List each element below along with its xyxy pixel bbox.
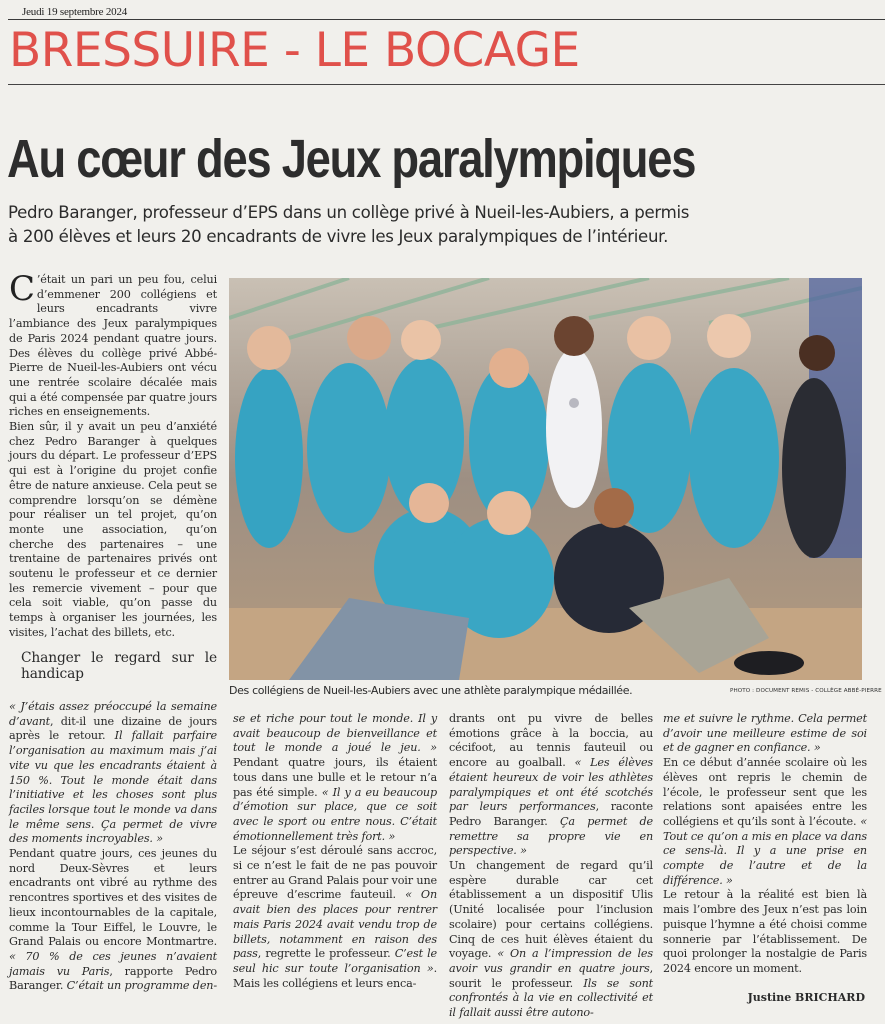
quote-text: « On avait bien des places pour rentrer mais Paris 2024 avait vendu trop de billets, notamment en raison des pass xyxy=(233,888,437,961)
body-paragraph xyxy=(9,847,217,994)
drop-cap: C xyxy=(9,269,35,309)
body-text: . Mais les collégiens et leurs enca- xyxy=(233,961,437,990)
quote-text: C’est le seul hic sur toute l’organisation » xyxy=(233,947,438,975)
quote-text: « On a l’impression de les avoir vus grandir en quatre jours xyxy=(449,947,653,975)
body-text: Pendant quatre jours, ils étaient tous dans une bulle et le retour n’a pas été simple. xyxy=(233,756,437,799)
body-paragraph xyxy=(449,712,653,859)
header-rule-bottom xyxy=(8,84,885,85)
section-title: BRESSUIRE - LE BOCAGE xyxy=(9,23,580,78)
body-text: drants ont pu vivre de belles émotions grâce à la boccia, au cécifoot, au tennis fauteuil ou encore au goalball. xyxy=(449,712,653,770)
quote-text: « 70 % de ces jeunes n’avaient jamais vu Paris xyxy=(9,949,217,978)
intro-paragraph xyxy=(9,269,217,420)
body-text: Pendant quatre jours, ces jeunes du nord Deux-Sèvres et leurs encadrants ont vibré au rythme des rencontres sportives et des visites de lieux incontournables de la capitale, comme la Tour Eiffel, le Louvre, le Grand Palais ou encore Montmartre. xyxy=(9,847,217,949)
article-author: Justine BRICHARD xyxy=(747,991,865,1004)
quote-text: Il fallait parfaire l’organisation au maximum mais j’ai vite vu que les encadrants étaient à 150 %. Tout le monde était dans l’initiative et les choses sont plus faciles lorsque tout le monde va dans le même sens. Ça permet de vivre des moments incroyables. » xyxy=(9,729,217,846)
body-text: Le séjour s’est déroulé sans accroc, si ce n’est le fait de ne pas pouvoir entrer au Grand Palais pour voir une épreuve d’escrime fauteuil. xyxy=(233,844,437,902)
quote-text: « Les élèves étaient heureux de voir les athlètes paralympiques et ont été scotchés par leurs performances xyxy=(449,756,654,814)
body-paragraph xyxy=(663,888,867,976)
publication-date: Jeudi 19 septembre 2024 xyxy=(22,6,128,18)
body-paragraph xyxy=(663,712,867,756)
body-paragraph xyxy=(449,859,653,1021)
group-photo-illustration xyxy=(229,278,862,680)
photo-credit: PHOTO : DOCUMENT REMIS - COLLÈGE ABBÉ-PIERRE xyxy=(730,688,882,694)
header-rule-top xyxy=(8,19,885,20)
standfirst-line: Pedro Baranger, professeur d’EPS dans un collège privé à Nueil-les-Aubiers, a permis xyxy=(8,203,690,222)
article-column-1-top xyxy=(9,269,217,682)
article-column-2 xyxy=(233,712,437,991)
body-paragraph: Bien sûr, il y avait un peu d’anxiété chez Pedro Baranger à quelques jours du départ. Le professeur d’EPS qui est à l’origine du projet confie être de nature anxieuse. Cela peut se comprendre lorsqu’on se démène pour réaliser un tel projet, qu’on monte une association, qu’on cherche des partenaires – une trentaine de partenaires privés ont soutenu le professeur et ce dernier les remercie vivement – pour que cela soit viable, qu’on passe du temps à organiser les journées, les visites, l’achat des billets, etc. xyxy=(9,420,217,639)
body-text: , raconte Pedro Baranger. xyxy=(449,800,653,828)
quote-text: Ils se sont confrontés à la vie en collectivité et il fallait aussi être autono- xyxy=(449,976,653,1020)
article-headline: Au cœur des Jeux paralympiques xyxy=(7,129,696,189)
body-text: En ce début d’année scolaire où les élèves ont repris le chemin de l’école, le professeur sent que les relations sont apaisées entre les collégiens et qu’ils sont à l’écoute. xyxy=(663,756,867,828)
article-standfirst xyxy=(8,201,885,249)
article-subheading: Changer le regard sur le handicap xyxy=(21,649,217,682)
quote-text: C’était un programme den- xyxy=(66,979,217,993)
quote-text: me et suivre le rythme. Cela permet d’avoir une meilleure estime de soi et de gagner en confiance. » xyxy=(663,712,867,755)
intro-text: ’était un pari un peu fou, celui d’emmener 200 collégiens et leurs encadrants vivre l’ambiance des Jeux paralympiques de Paris 2024 pendant quatre jours. Des élèves du collège privé Abbé-Pierre de Nueil-les-Aubiers ont vécu une rentrée scolaire décalée mais qui a été compensée par quatre jours riches en enseignements. xyxy=(9,273,217,419)
body-text: , dit-il une dizaine de jours après le retour. xyxy=(9,714,217,743)
body-text: , regrette le professeur. xyxy=(257,947,395,961)
standfirst-line: à 200 élèves et leurs 20 encadrants de vivre les Jeux paralympiques de l’intérieur. xyxy=(8,227,669,246)
quote-text: « Tout ce qu’on a mis en place va dans ce sens-là. Il y a une prise en compte de l’autre et de la différence. » xyxy=(663,814,867,887)
body-paragraph xyxy=(233,844,437,991)
quote-text: se et riche pour tout le monde. Il y avait beaucoup de bienveillance et tout le monde a joué le jeu. » xyxy=(233,712,437,755)
body-paragraph xyxy=(9,700,217,847)
body-text: , rapporte Pedro Baranger. xyxy=(9,964,217,993)
article-column-1-bottom xyxy=(9,700,217,994)
quote-text: « J’étais assez préoccupé la semaine d’avant xyxy=(9,700,217,728)
photo-caption: Des collégiens de Nueil-les-Aubiers avec une athlète paralympique médaillée. xyxy=(229,684,633,697)
body-text: Un changement de regard qu’il espère durable car cet établissement a un dispositif Ulis (Unité localisée pour l’inclusion scolaire) pour certains collégiens. Cinq de ces huit élèves étaient du voyage. xyxy=(449,859,653,961)
quote-text: « Il y a eu beaucoup d’émotion sur place, que ce soit avec le sport ou entre nous. C’était émotionnellement très fort. » xyxy=(233,785,437,843)
body-paragraph xyxy=(663,756,867,888)
body-text: Le retour à la réalité est bien là mais l’ombre des Jeux n’est pas loin puisque l’hymne a été choisi comme sonnerie par l’établissement. De quoi prolonger la nostalgie de Paris 2024 encore un moment. xyxy=(663,888,867,975)
article-photo xyxy=(229,278,862,680)
body-text: , sourit le professeur. xyxy=(449,961,653,990)
article-column-4 xyxy=(663,712,867,977)
article-column-3 xyxy=(449,712,653,1021)
body-paragraph xyxy=(233,712,437,844)
quote-text: Ça permet de remettre sa propre vie en perspective. » xyxy=(449,814,653,858)
